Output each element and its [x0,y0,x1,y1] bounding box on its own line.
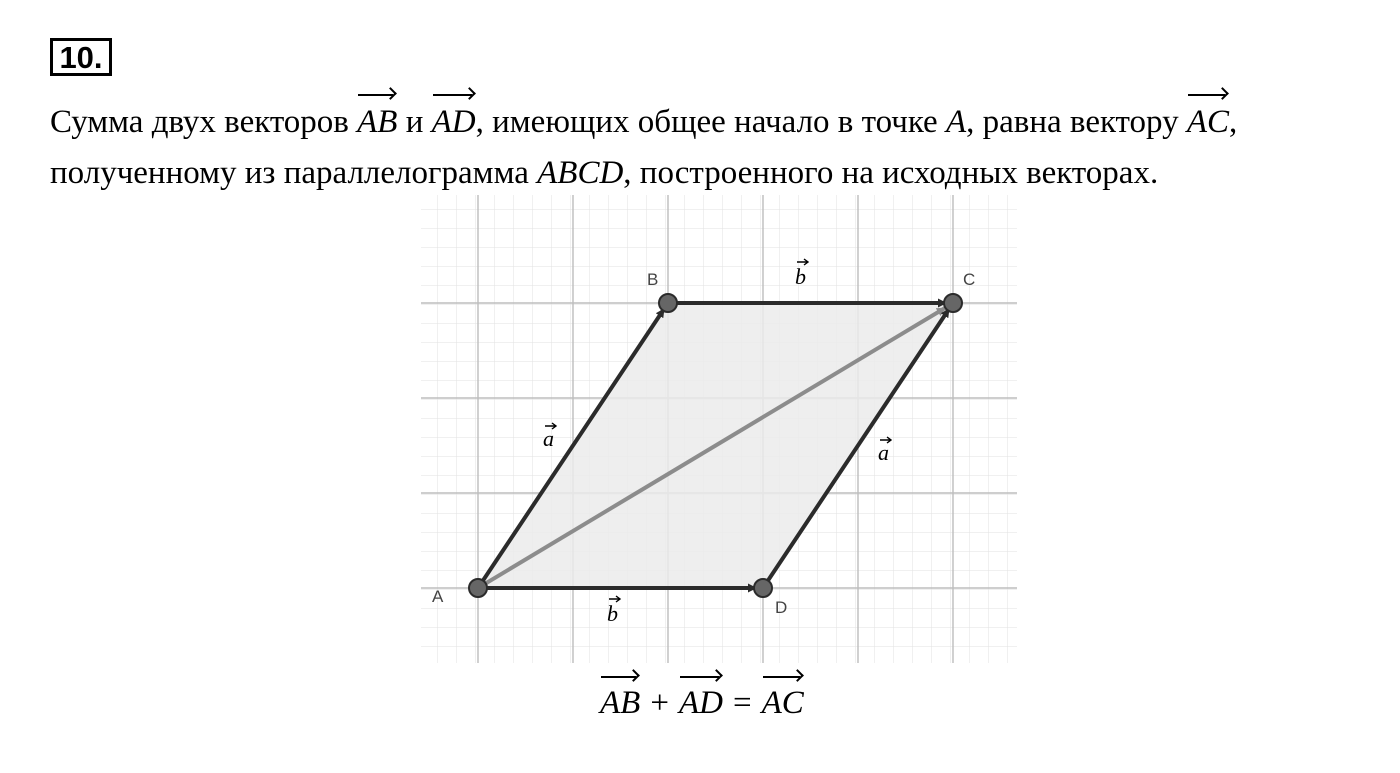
point-a [469,579,487,597]
vector-ab: AB [357,94,397,149]
vector-ac: AC [1187,94,1229,149]
formula-equals: = [732,685,752,721]
point-c [944,294,962,312]
label-d: D [775,598,788,617]
label-vector-a-left: a [543,426,554,451]
task-number: 10. [50,38,112,76]
text-segment: , построенного на исходных векторах. [623,155,1159,191]
figure-name: ABCD [537,155,624,191]
label-vector-b-top: b [795,264,806,289]
text-segment: , равна вектору [966,104,1187,140]
formula-plus: + [650,685,669,721]
label-vector-a-right: a [878,440,889,465]
text-segment: Сумма двух векторов [50,104,358,140]
label-c: C [963,270,976,289]
point-b [659,294,677,312]
label-b: B [647,270,659,289]
sum-formula [600,676,840,728]
formula-ad: AD [679,676,723,728]
text-segment: полученному из параллелограмма [50,155,538,191]
formula-ab: AB [600,676,640,728]
point-a-ref: A [945,104,967,140]
text-segment: и [397,104,432,140]
label-vector-b-bottom: b [607,601,618,626]
formula-ac: AC [762,676,804,728]
text-segment: , [1229,104,1238,140]
label-a: A [432,587,444,606]
point-d [754,579,772,597]
vector-ad: AD [432,94,476,149]
text-segment: , имеющих общее начало в точке [475,104,946,140]
